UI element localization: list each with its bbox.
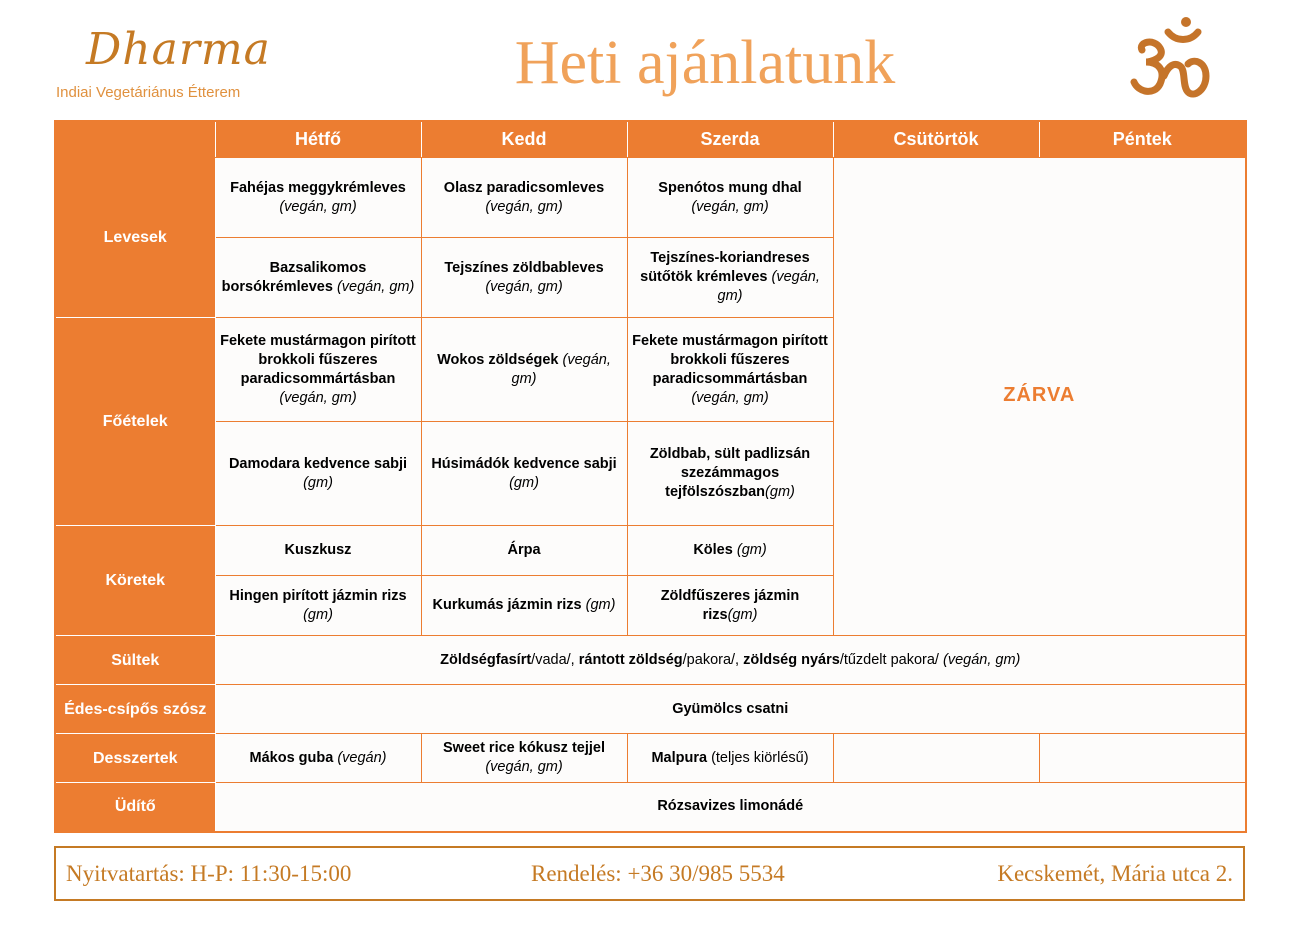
menu-cell <box>627 158 833 238</box>
dish-name: Kuszkusz <box>284 542 352 558</box>
category-foetelek: Főételek <box>55 318 215 526</box>
dish-note: (vegán, gm) <box>942 651 1021 668</box>
dish-note: (vegán, gm) <box>691 198 769 215</box>
page-title: Heti ajánlatunk <box>514 29 896 97</box>
dish-note: (vegán, gm) <box>691 389 769 406</box>
menu-cell <box>215 422 421 526</box>
day-header-pentek: Péntek <box>1039 121 1246 158</box>
dish-note: (teljes kiörlésű) <box>711 749 809 766</box>
category-udito: Üdítő <box>55 783 215 832</box>
dish-name: Bazsalikomos borsókrémleves <box>221 259 367 295</box>
dish-name: Árpa <box>507 542 541 558</box>
dish-name: Zöldfűszeres jázmin rizs <box>660 587 800 623</box>
dish-note: (vegán, gm) <box>279 389 357 406</box>
opening-hours: Nyitvatartás: H-P: 11:30-15:00 <box>66 861 352 886</box>
footer-info-bar <box>54 846 1245 901</box>
menu-cell <box>215 576 421 636</box>
dish-name: Sweet rice kókusz tejjel <box>443 740 605 756</box>
dish-note: (gm) <box>585 597 616 613</box>
menu-cell <box>627 734 833 783</box>
menu-cell <box>421 318 627 422</box>
menu-cell <box>421 158 627 238</box>
menu-cell <box>421 734 627 783</box>
dish-name: rántott zöldség <box>578 651 683 668</box>
order-phone: Rendelés: +36 30/985 5534 <box>531 861 785 886</box>
menu-cell <box>421 576 627 636</box>
dish-note: (vegán, gm) <box>485 759 563 775</box>
menu-cell <box>215 734 421 783</box>
dish-name: Spenótos mung dhal <box>658 179 802 196</box>
dish-name: Tejszínes-koriandreses sütőtök krémleves <box>640 250 810 285</box>
dish-name: Malpura <box>651 749 708 766</box>
dish-note: (vegán, gm) <box>336 278 415 295</box>
dish-note: (gm) <box>509 474 539 491</box>
dish-name: zöldség nyárs <box>743 651 840 668</box>
menu-cell <box>627 526 833 576</box>
dish-note: (vegán, gm) <box>717 269 820 304</box>
dish-detail: /tűzdelt pakora/ <box>839 651 943 668</box>
day-header-szerda: Szerda <box>627 121 833 158</box>
dish-note: (vegán) <box>337 749 387 766</box>
dish-note: (gm) <box>303 606 333 623</box>
menu-cell <box>215 526 421 576</box>
category-sultek: Sültek <box>55 636 215 685</box>
menu-cell <box>421 422 627 526</box>
dish-name: Fekete mustármagon pirított brokkoli fűszeres paradicsommártásban <box>220 332 416 387</box>
dish-detail: /pakora/, <box>682 651 744 668</box>
menu-cell <box>215 158 421 238</box>
empty-cell <box>833 734 1039 783</box>
category-levesek: Levesek <box>55 158 215 318</box>
szosz-cell <box>215 685 1246 734</box>
dish-name: Fahéjas meggykrémleves <box>230 179 406 196</box>
menu-cell <box>627 318 833 422</box>
dish-name: Damodara kedvence sabji <box>228 455 408 472</box>
menu-cell <box>421 238 627 318</box>
dish-name: Köles <box>693 542 733 558</box>
dish-name: Wokos zöldségek <box>437 351 559 368</box>
dish-name: Húsimádók kedvence sabji <box>431 455 617 472</box>
weekly-menu-table <box>54 120 1247 833</box>
logo-wordmark: Dharma <box>86 24 271 75</box>
dish-name: Mákos guba <box>249 749 334 766</box>
udito-cell <box>215 783 1246 832</box>
sultek-cell <box>215 636 1246 685</box>
dish-note: (vegán, gm) <box>485 278 563 295</box>
dish-name: Zöldségfasírt <box>440 651 532 668</box>
category-szosz: Édes-csípős szósz <box>55 685 215 734</box>
menu-cell <box>627 238 833 318</box>
logo-subtitle: Indiai Vegetáriánus Étterem <box>56 84 241 101</box>
dish-name: Rózsavizes limonádé <box>657 798 804 815</box>
empty-cell <box>1039 734 1246 783</box>
om-symbol-icon <box>1128 12 1212 104</box>
category-koretek: Köretek <box>55 526 215 636</box>
dish-name: Fekete mustármagon pirított brokkoli fűszeres paradicsommártásban <box>632 332 828 387</box>
dish-name: Gyümölcs csatni <box>672 700 789 717</box>
address: Kecskemét, Mária utca 2. <box>997 861 1233 886</box>
table-corner <box>55 121 215 158</box>
dish-note: (gm) <box>765 484 795 500</box>
closed-label: ZÁRVA <box>1003 384 1076 406</box>
closed-cell <box>833 158 1246 636</box>
category-desszertek: Desszertek <box>55 734 215 783</box>
dish-note: (vegán, gm) <box>485 198 563 215</box>
menu-cell <box>215 318 421 422</box>
dish-name: Zöldbab, sült padlizsán szezámmagos tejfölszószban <box>649 446 811 500</box>
day-header-kedd: Kedd <box>421 121 627 158</box>
dish-name: Tejszínes zöldbableves <box>444 259 604 276</box>
dish-detail: /vada/, <box>531 651 579 668</box>
dish-note: (vegán, gm) <box>511 351 611 387</box>
menu-cell <box>421 526 627 576</box>
menu-cell <box>627 422 833 526</box>
dish-note: (gm) <box>727 606 758 623</box>
day-header-hetfo: Hétfő <box>215 121 421 158</box>
day-header-csutortok: Csütörtök <box>833 121 1039 158</box>
menu-cell <box>215 238 421 318</box>
dish-name: Kurkumás jázmin rizs <box>432 597 582 613</box>
dish-note: (vegán, gm) <box>279 198 357 215</box>
dish-note: (gm) <box>303 474 333 491</box>
dish-name: Olasz paradicsomleves <box>443 179 605 196</box>
dish-note: (gm) <box>736 542 767 558</box>
menu-cell <box>627 576 833 636</box>
dish-name: Hingen pirított jázmin rizs <box>229 587 407 604</box>
